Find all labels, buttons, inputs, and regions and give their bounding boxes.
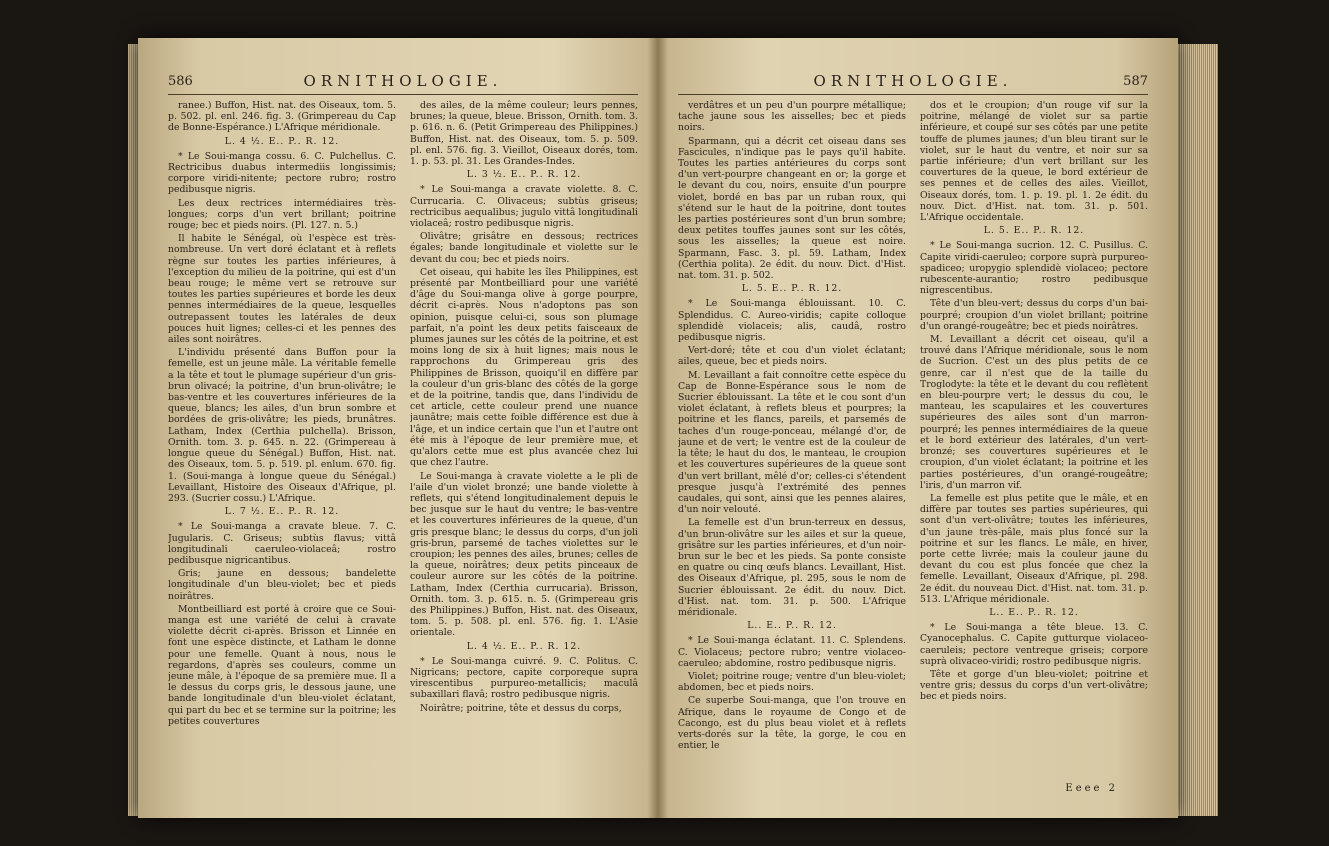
measurement-line: L.. E.. P.. R. 12.: [747, 620, 837, 632]
paragraph: Le Soui-manga à cravate violette a le pli de l'aile d'un violet bronzé; une bande violette à reflets, qui s'étend longitudinalement depuis le bec jusque sur le haut du ventre; le bas-ventre et les couvertures inférieures de la queue, d'un gris presque blanc; le dessus du corps, d'un joli gris-brun, parsemé de taches violettes sur le croupion; les pennes des ailes, brunes; celles de la queue, noirâtres; deux petits pinceaux de couleur aurore sur les côtés de la poitrine. Latham, Index (Certhia currucaria). Brisson, Ornith. tom. 3. p. 615. n. 5. (Grimpereau gris des Philippines.) Buffon, Hist. nat. des Oiseaux, tom. 5. p. 508. pl. enl. 576. fig. 1. L'Asie orientale.: [410, 470, 638, 639]
measurement-line: L. 7 ½. E.. P.. R. 12.: [224, 506, 340, 518]
paragraph: Olivâtre; grisâtre en dessous; rectrices égales; bande longitudinale et violette sur le devant du cou; bec et pieds noirs.: [410, 231, 638, 265]
paragraph: ranee.) Buffon, Hist. nat. des Oiseaux, tom. 5. p. 502. pl. enl. 246. fig. 3. (Grimpereau du Cap de Bonne-Espérance.) L'Afrique méridionale.: [168, 100, 396, 134]
paragraph: Sparmann, qui a décrit cet oiseau dans ses Fascicules, n'indique pas le pays qu'il habite. Toutes les parties antérieures du corps sont d'un vert-pourpre changeant en or; la gorge et le devant du cou, noirs, ensuite d'un pourpre violet, bordé en bas par un ruban roux, qui s'étend sur le haut de la poitrine, dont toutes les parties postérieures sont d'un brun sombre; deux petites touffes jaunes sont sur les côtés, sous les aisselles; la queue est noire. Sparmann, Fasc. 3. pl. 59. Latham, Index (Certhia polita). 2e édit. du nouv. Dict. d'Hist. nat. tom. 31. p. 502.: [678, 135, 906, 282]
paragraph: des ailes, de la même couleur; leurs pennes, brunes; la queue, bleue. Brisson, Ornith. tom. 3. p. 616. n. 6. (Petit Grimpereau des Philippines.) Buffon, Hist. nat. des Oiseaux, tom. 5. p. 509. pl. enl. 576. fig. 3. Vieillot, Oiseaux dorés, tom. 1. p. 53. pl. 31. Les Grandes-Indes.: [410, 100, 638, 168]
left-page-number: 586: [168, 74, 193, 89]
species-heading: * Le Soui-manga a cravate violette. 8. C. Currucaria. C. Olivaceus; subtùs griseus; rectricibus aequalibus; jugulo vittâ longitudinali violaceâ; rostro pedibusque nigris.: [410, 184, 638, 230]
right-page: [678, 38, 1148, 818]
paragraph: La femelle est plus petite que le mâle, et en diffère par toutes ses parties supérieures, qui sont d'un vert-olivâtre; toutes les inférieures, d'un jaune très-pâle, mais plus foncé sur la poitrine et sur les flancs. Le mâle, en hiver, porte cette livrée; mais la couleur jaune du devant du cou est plus foncée que chez la femelle. Levaillant, Oiseaux d'Afrique, pl. 298. 2e édit. du nouveau Dict. d'Hist. nat. tom. 31. p. 513. L'Afrique méridionale.: [920, 492, 1148, 605]
species-heading: * Le Soui-manga a tête bleue. 13. C. Cyanocephalus. C. Capite gutturque violaceo-caeruleis; pectore ventreque griseis; corpore suprà olivaceo-viridi; rostro pedibusque nigris.: [920, 622, 1148, 667]
paragraph: Gris; jaune en dessous; bandelette longitudinale d'un bleu-violet; bec et pieds noirâtres.: [168, 568, 396, 602]
paragraph: Les deux rectrices intermédiaires très-longues; corps d'un vert brillant; poitrine rouge; bec et pieds noirs. (Pl. 127. n. 5.): [168, 197, 396, 232]
species-heading: * Le Soui-manga éblouissant. 10. C. Splendidus. C. Aureo-viridis; capite colloque splendidè violaceis; alis, caudâ, rostro pedibusque nigris.: [678, 298, 906, 344]
left-column-2: [410, 100, 638, 788]
paragraph: M. Levaillant a fait connoître cette espèce du Cap de Bonne-Espérance sous le nom de Sucrier éblouissant. La tête et le cou sont d'un violet éclatant, à reflets bleus et pourpres; la poitrine et les flancs, pareils, et parsemés de taches d'un rouge-ponceau, mélangé d'or, de jaune et de vert; le ventre est de la couleur de la tête; le haut du dos, le manteau, le croupion et les couvertures supérieures de la queue sont d'un vert brillant, mêlé d'or; celles-ci s'étendent presque jusqu'à l'extrémité des pennes caudales, qui sont, ainsi que les pennes alaires, d'un noir velouté.: [678, 369, 906, 516]
page-block-right-edge: [1178, 44, 1218, 816]
signature-mark: Eeee 2: [1065, 783, 1118, 794]
paragraph: La femelle est d'un brun-terreux en dessus, d'un brun-olivâtre sur les ailes et sur la queue, grisâtre sur les parties inférieures, et d'un noir-brun sur le bec et les pieds. Sa ponte consiste en quatre ou cinq œufs blancs. Levaillant, Hist. des Oiseaux d'Afrique, pl. 295, sous le nom de Sucrier éblouissant. 2e édit. du nouv. Dict. d'Hist. nat. tom. 31. p. 500. L'Afrique méridionale.: [678, 517, 906, 618]
right-column-1: [678, 100, 906, 788]
paragraph: dos et le croupion; d'un rouge vif sur la poitrine, mélangé de violet sur sa partie inférieure, et coupé sur ses côtés par une petite touffe de plumes jaunes; d'un bleu tirant sur le violet, sur le haut du ventre, et noir sur sa partie inférieure; d'un vert brillant sur les couvertures de la queue, le bord extérieur de ses pennes et de celles des ailes. Vieillot, Oiseaux dorés, tom. 1. p. 19. pl. 1. 2e édit. du nouv. Dict. d'Hist. nat. tom. 31. p. 501. L'Afrique occidentale.: [920, 100, 1148, 224]
paragraph: Tête d'un bleu-vert; dessus du corps d'un bai-pourpré; croupion d'un violet brillant; poitrine d'un orangé-rougeâtre; bec et pieds noirâtres.: [920, 298, 1148, 332]
left-running-title: ORNITHOLOGIE.: [303, 72, 503, 90]
book-spread: [138, 38, 1178, 818]
paragraph: L'individu présenté dans Buffon pour la femelle, est un jeune mâle. La véritable femelle a la tête et tout le plumage supérieur d'un gris-brun olivacé; la poitrine, d'un brun-olivâtre; le bas-ventre et les couvertures inférieures de la queue, blancs; les ailes, d'un brun sombre et bordées de gris-olivâtre; les pieds, brunâtres. Latham, Index (Certhia pulchella). Brisson, Ornith. tom. 3. p. 645. n. 22. (Grimpereau à longue queue du Sénégal.) Buffon, Hist. nat. des Oiseaux, tom. 5. p. 519. pl. enlum. 670. fig. 1. (Soui-manga à longue queue du Sénégal.) Levaillant, Histoire des Oiseaux d'Afrique, pl. 293. (Sucrier cossu.) L'Afrique.: [168, 347, 396, 504]
paragraph: Cet oiseau, qui habite les îles Philippines, est présenté par Montbeilliard pour une variété d'âge du Soui-manga olive à gorge pourpre, décrit ci-après. Nous n'adoptons pas son opinion, puisque celui-ci, sous son plumage parfait, n'a point les deux petits faisceaux de plumes jaunes sur les côtés de la poitrine, et est moins long de six à huit lignes; mais nous le rapprochons du Grimpereau gris des Philippines de Brisson, quoiqu'il en diffère par la couleur d'un gris-blanc des côtés de la gorge et de la poitrine, tandis que, dans l'individu de cet article, cette couleur prend une nuance jaunâtre; mais cette foible différence est due à l'âge, et un indice certain que l'un et l'autre ont été mis à l'époque de leur première mue, et qu'alors cette mue est plus avancée chez lui que chez l'autre.: [410, 266, 638, 469]
species-heading: * Le Soui-manga a cravate bleue. 7. C. Jugularis. C. Griseus; subtùs flavus; vittâ longitudinali caeruleo-violaceâ; rostro pedibusque nigricantibus.: [168, 521, 396, 566]
paragraph: Tête et gorge d'un bleu-violet; poitrine et ventre gris; dessus du corps d'un vert-olivâtre; bec et pieds noirs.: [920, 668, 1148, 703]
species-heading: * Le Soui-manga cossu. 6. C. Pulchellus. C. Rectricibus duabus intermediis longissimis; corpore viridi-nitente; pectore rubro; rostro pedibusque nigris.: [168, 150, 396, 196]
measurement-line: L.. E.. P.. R. 12.: [989, 606, 1079, 618]
species-heading: * Le Soui-manga éclatant. 11. C. Splendens. C. Violaceus; pectore rubro; ventre violaceo-caeruleo; abdomine, rostro pedibusque nigris.: [678, 635, 906, 669]
paragraph: Noirâtre; poitrine, tête et dessus du corps,: [420, 702, 622, 714]
paragraph: Montbeilliard est porté à croire que ce Soui-manga est une variété de celui à cravate violette décrit ci-après. Brisson et Linnée en font une espèce distincte, et Latham le donne pour une femelle. Quant à nous, nous le regardons, d'après ses couleurs, comme un jeune mâle, à l'époque de sa première mue. Il a le dessus du corps gris, le dessous jaune, une bande longitudinale d'un bleu-violet éclatant, qui part du bec et se termine sur la poitrine; les petites couvertures: [168, 603, 396, 727]
paragraph: Vert-doré; tête et cou d'un violet éclatant; ailes, queue, bec et pieds noirs.: [678, 345, 906, 368]
right-running-header: [678, 72, 1148, 95]
paragraph: Ce superbe Soui-manga, que l'on trouve en Afrique, dans le royaume de Congo et de Cacongo, est du plus beau violet et à reflets verts-dorés sur la tête, la gorge, le cou en entier, le: [678, 695, 906, 752]
species-heading: * Le Soui-manga sucrion. 12. C. Pusillus. C. Capite viridi-caeruleo; corpore suprà purpureo-spadiceo; uropygio splendidè violaceo; pectore rubescente-aurantio; rostro pedibusque nigrescentibus.: [920, 240, 1148, 297]
measurement-line: L. 5. E.. P.. R. 12.: [983, 225, 1085, 237]
right-page-number: 587: [1123, 74, 1148, 89]
measurement-line: L. 5. E.. P.. R. 12.: [741, 283, 843, 295]
left-column-1: [168, 100, 396, 788]
right-running-title: ORNITHOLOGIE.: [813, 72, 1013, 90]
left-running-header: [168, 72, 638, 95]
measurement-line: L. 4 ½. E.. P.. R. 12.: [224, 135, 340, 147]
paragraph: M. Levaillant a décrit cet oiseau, qu'il a trouvé dans l'Afrique méridionale, sous le nom de Sucrion. C'est un des plus petits de ce genre, car il n'est que de la taille du Troglodyte: la tête et le devant du cou reflètent en bleu-pourpre vert; le dessus du cou, le manteau, les scapulaires et les couvertures supérieures des ailes sont d'un marron-pourpré; les pennes intermédiaires de la queue et le bord extérieur des latérales, d'un vert-bronzé; ses couvertures supérieures et le croupion, d'un violet éclatant; la poitrine et les parties postérieures, d'un orangé-rougeâtre; l'iris, d'un marron vif.: [920, 334, 1148, 491]
paragraph: Il habite le Sénégal, où l'espèce est très-nombreuse. Un vert doré éclatant et à reflets règne sur toutes les parties inférieures, à l'exception du milieu de la poitrine, qui est d'un beau rouge; le même vert se retrouve sur toutes les parties supérieures et borde les deux pennes intermédiaires de la queue, lesquelles outrepassent toutes les latérales de deux pouces huit lignes; celles-ci et les pennes des ailes sont noirâtres.: [168, 233, 396, 346]
right-column-2: [920, 100, 1148, 788]
measurement-line: L. 3 ½. E.. P.. R. 12.: [466, 169, 582, 181]
paragraph: verdâtres et un peu d'un pourpre métallique; tache jaune sous les aisselles; bec et pieds noirs.: [678, 100, 906, 134]
measurement-line: L. 4 ½. E.. P.. R. 12.: [466, 640, 582, 652]
species-heading: * Le Soui-manga cuivré. 9. C. Politus. C. Nigricans; pectore, capite corporeque supra virescentibus purpureo-metallicis; maculâ subaxillari flavâ; rostro pedibusque nigris.: [410, 655, 638, 701]
paragraph: Violet; poitrine rouge; ventre d'un bleu-violet; abdomen, bec et pieds noirs.: [678, 670, 906, 694]
left-page: [168, 38, 638, 818]
